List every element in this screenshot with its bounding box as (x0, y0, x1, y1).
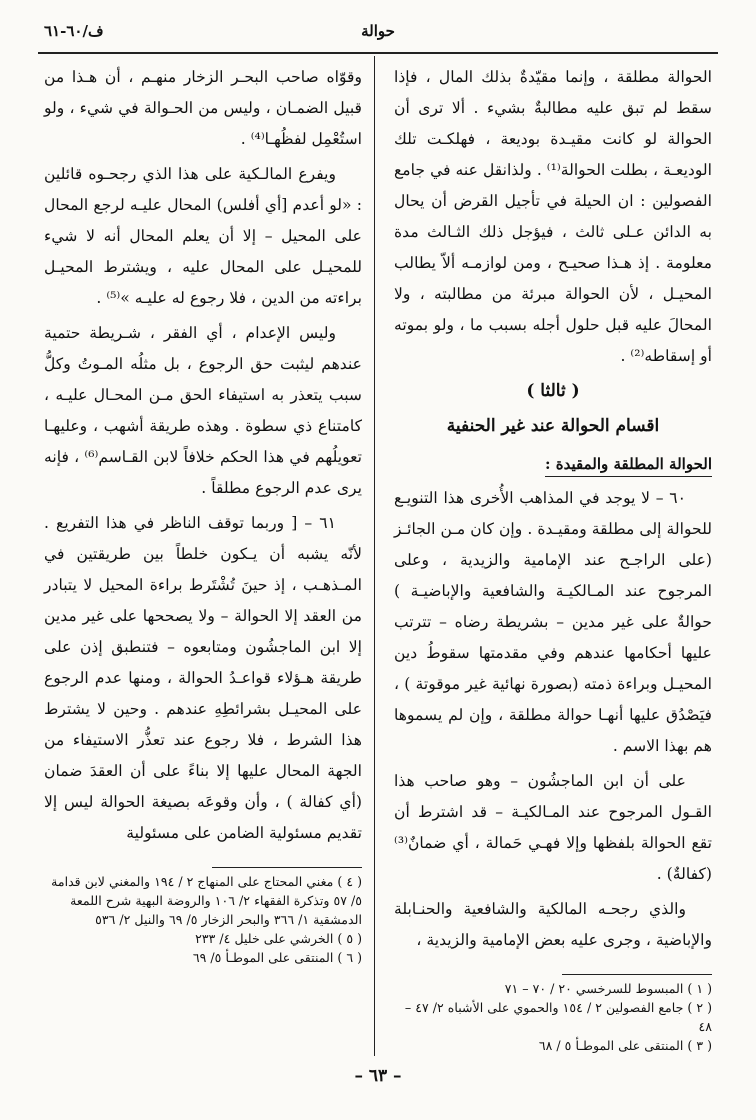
right-column (394, 62, 712, 1055)
running-title: حوالة (361, 22, 395, 40)
paragraph: الحوالة مطلقة ، وإنما مقيّدةٌ بذلك المال ، فإذا سقط لم تبق عليه مطالبةٌ بشيء . ألا ترى أن الحوالة لو كانت مقيـدة بوديعة ، فهلكـت تلك الوديعـة ، بطلت الحوالة⁽¹⁾ . ولذانقل عنه في جامع الفصولين : ان الحيلة في تأجيل القرض أن يحال به الدائن عـلى ثالث ، فيؤجل ذلك الثـالث مدة معلومة . إذ هـذا صحيـح ، ومن لوازمـه ألاّ يطالب المحيـل ، لأن الحوالة مبرئة من مطالبته ، ولا المحالَ عليه قبل حلول أجله بسبب ما ، ولو بموته أو إسقاطه⁽²⁾ . (394, 68, 712, 365)
paragraph: وقوّاه صاحب البحـر الزخار منهـم ، أن هـذا من قبيل الضمـان ، وليس من الحـوالة في شيء ، ولو استُعْمِل لفظُهـا⁽⁴⁾ . (44, 68, 362, 148)
header-rule (38, 52, 718, 54)
footnote: ( ٥ ) الخرشي على خليل ٤/ ٢٣٣ (195, 931, 362, 946)
footnote-rule (212, 867, 362, 868)
paragraph: ويفرع المالـكية على هذا الذي رجحـوه قائلين : «لو أعدم [أي أفلس) المحال عليـه لرجع المحال على المحيل – إلا أن يعلم المحال أنه لا شيء للمحيـل على المحال عليه ، ويشترط المحيـل براءته من الدين ، فلا رجوع له عليـه »⁽⁵⁾ . (44, 165, 362, 307)
left-column (44, 62, 362, 967)
footnotes (44, 872, 362, 967)
footnote: ( ٦ ) المنتقى على الموطـأ ٥/ ٦٩ (192, 950, 362, 965)
footnote: ( ٤ ) مغني المحتاج على المنهاج ٢ / ١٩٤ والمغني لابن قدامة ٥/ ٥٧ وتذكرة الفقهاء ٢/ ١٠٦ والروضة البهية شرح اللمعة الدمشقية ١/ ٣٦٦ والبحر الزخار ٥/ ٦٩ والنيل ٢/ ٥٣٦ (51, 874, 362, 927)
paragraph: ٦١ – [ وربما توقف الناظر في هذا التفريع . لأنّه يشبه أن يـكون خلطاً بين طريقتين في المـذهـب ، إذ حينَ تُشْتَرط براءة المحيل لا يتبادر من العقد إلا الحوالة – ولا يصححها على غير مدين إلا ابن الماجشُون ومتابعوه – فتنطبق إذن على طريقة هـؤلاء قواعـدُ الحوالة ، ومنها عدم الرجوع على المحيـل بشرائطِهِ عندهم . وحين لا يشترط هذا الشرط ، فلا رجوع عند تعذُّر الاستيفاء من الجهة المحال عليها إلا بناءً على أن العقدَ ضمان (أي كفالة ) ، وأن وقوعَه بصيغة الحوالة ليس إلا تقديم مسئولية الضامن على مسئولية (44, 514, 362, 842)
section-number: ( ثالثا ) (526, 381, 580, 401)
section-title: اقسام الحوالة عند غير الحنفية (446, 416, 660, 436)
paragraph: ٦٠ – لا يوجد في المذاهب الأُخرى هذا التنويـع للحوالة إلى مطلقة ومقيـدة . وإن كان مـن الجائـز (على الراجـح عند الإمامية والزيدية ، وعلى المرجوح عند المـالكيـة والشافعية والإباضيـة ) حوالةٌ على غير مدين – بشريطة رضاه – تترتب عليها أحكامها عندهم وفي مقدمتها سقوطُ دين المحيـل وبراءة ذمته (بصورة نهائية غير موقوتة ) ، فيَصْدُق عليها أنهـا حوالة مطلقة ، وإن لم يسموها هم بهذا الاسم . (394, 489, 712, 755)
footnote: ( ١ ) المبسوط للسرخسي ٢٠ / ٧٠ – ٧١ (504, 981, 712, 996)
footnote-rule (562, 974, 712, 975)
page-reference: ف/٦٠-٦١ (44, 22, 104, 40)
footnote: ( ٢ ) جامع الفصولين ٢ / ١٥٤ والحموي على الأشباه ٢/ ٤٧ – ٤٨ (404, 1000, 712, 1034)
column-divider (374, 56, 375, 1056)
paragraph: على أن ابن الماجشُون – وهو صاحب هذا القـول المرجوح عند المـالكيـة – قد اشترط أن تقع الحوالة بلفظها وإلا فهـي حَمالة ، أي ضمانٌ⁽³⁾ (كفالةٌ) . (394, 772, 712, 883)
page-header (44, 16, 712, 46)
page-number: – ٦٣ – (354, 1066, 402, 1086)
paragraph: والذي رجحـه المالكية والشافعية والحنـابلة والإباضية ، وجرى عليه بعض الإمامية والزيدية ، (394, 900, 712, 949)
footnotes (394, 979, 712, 1055)
footnote: ( ٣ ) المنتقى على الموطـأ ٥ / ٦٨ (538, 1038, 712, 1053)
subheading: الحوالة المطلقة والمقيدة : (545, 452, 712, 477)
paragraph: وليس الإعدام ، أي الفقر ، شـريطة حتمية عندهم ليثبت حق الرجوع ، بل مثلُه المـوتُ وكلُّ سبب يتعذر به استيفاء الحق مـن المحـال عليـه ، كامتناع ذي سطوة . وهذه طريقة أشهب ، وعليهـا تعويلُهم في هذا الحكم خلافاً لابن القـاسم⁽⁶⁾ ، فإنه يرى عدم الرجوع مطلقاً . (44, 324, 362, 497)
